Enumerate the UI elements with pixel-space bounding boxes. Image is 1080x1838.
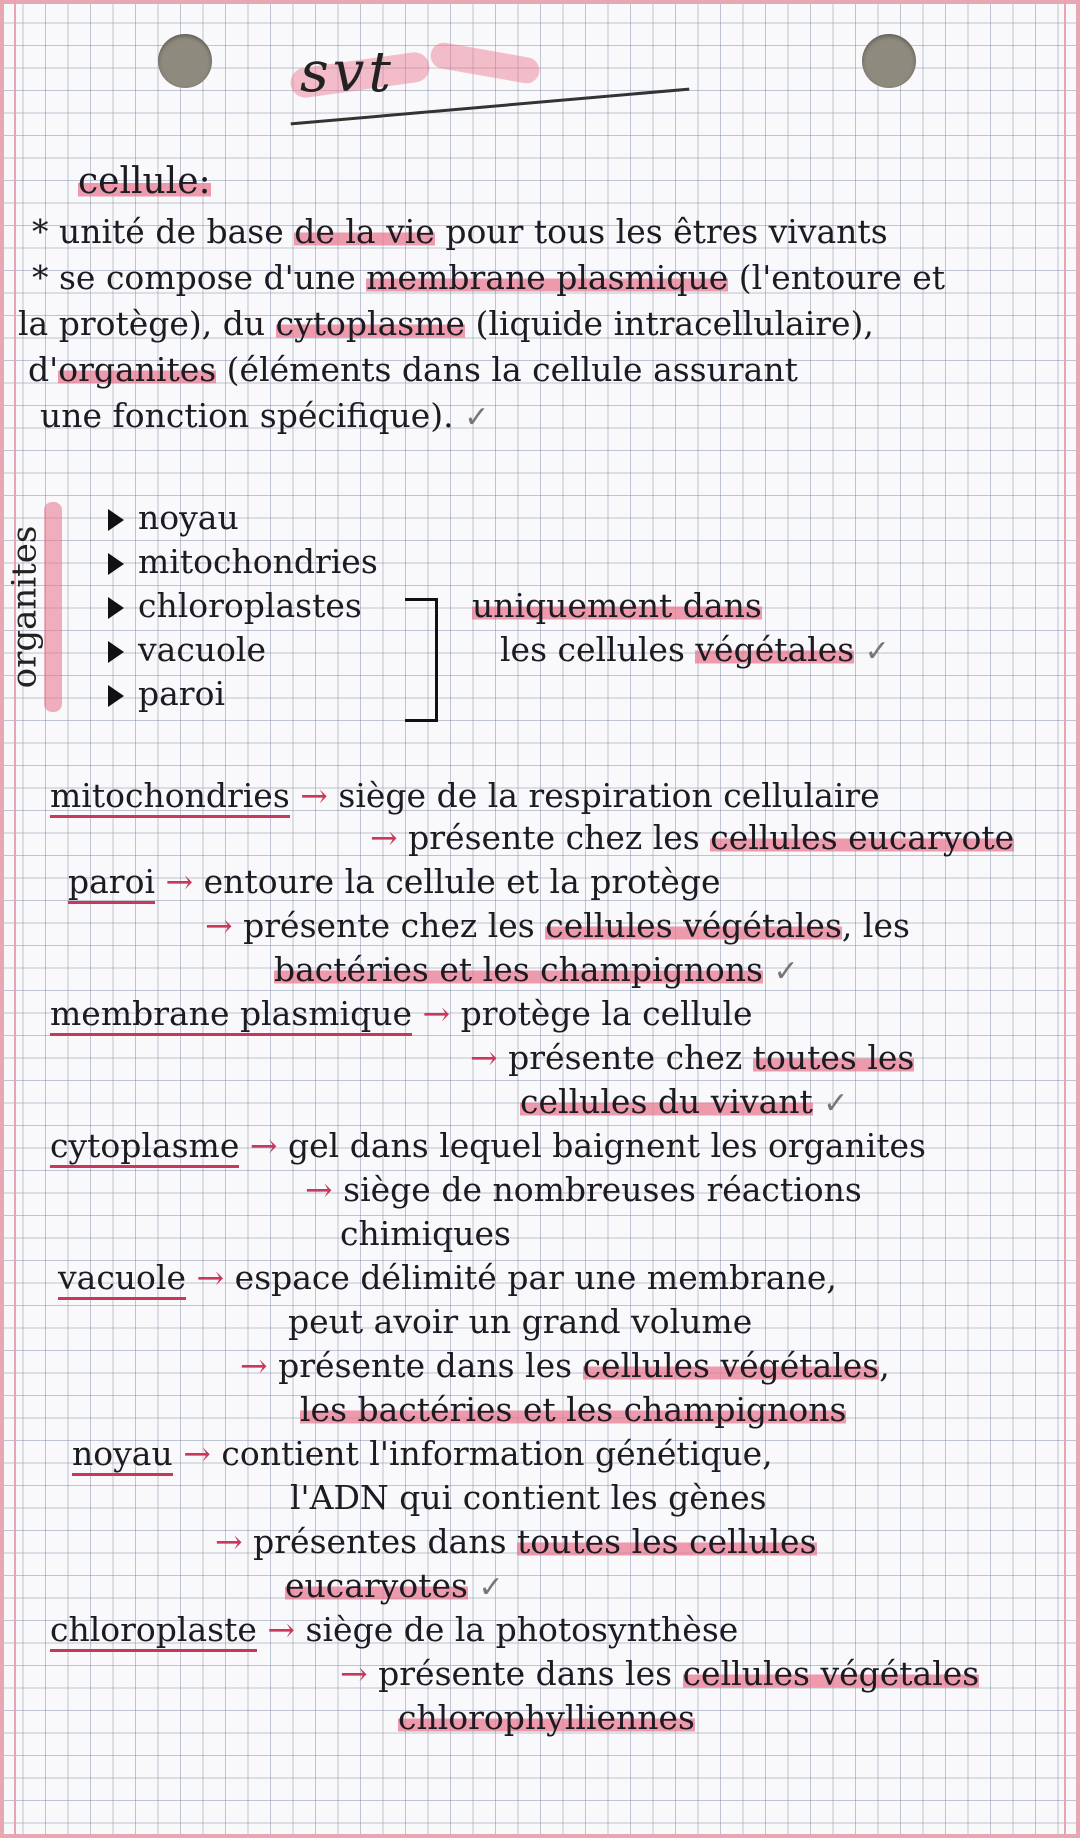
intro-line-1: * unité de base de la vie pour tous les êtres vivants xyxy=(32,212,888,251)
def-membrane-line-2: → présente chez toutes les xyxy=(470,1038,915,1077)
heading-cellule: cellule: xyxy=(78,161,211,202)
def-vacuole-line-1: vacuole → espace délimité par une membrane, xyxy=(58,1258,837,1298)
organite-item: vacuole xyxy=(108,630,266,670)
def-chloroplaste-line-1: chloroplaste → siège de la photosynthèse xyxy=(50,1610,738,1650)
organites-vertical-label: organites xyxy=(28,502,68,712)
def-paroi-line-1: paroi → entoure la cellule et la protège xyxy=(68,862,721,902)
organite-item: mitochondries xyxy=(108,542,378,582)
term-mitochondries: mitochondries xyxy=(50,776,290,818)
def-noyau-line-4: eucaryotes ✓ xyxy=(285,1566,504,1605)
def-mitochondries-line-2: → présente chez les cellules eucaryote xyxy=(370,818,1015,857)
margin-line-left xyxy=(14,0,16,1838)
organites-note-1: uniquement dans xyxy=(472,586,762,625)
def-cytoplasme-line-2: → siège de nombreuses réactions xyxy=(305,1170,862,1209)
organite-item: chloroplastes xyxy=(108,586,362,626)
def-vacuole-line-4: les bactéries et les champignons xyxy=(300,1390,847,1429)
bullet-icon xyxy=(108,685,124,707)
bullet-icon xyxy=(108,553,124,575)
intro-line-5: une fonction spécifique). ✓ xyxy=(40,396,490,435)
organite-item: paroi xyxy=(108,674,225,714)
margin-line-right xyxy=(1064,0,1066,1838)
intro-line-4: d'organites (éléments dans la cellule assurant xyxy=(28,350,798,389)
def-noyau-line-3: → présentes dans toutes les cellules xyxy=(215,1522,817,1561)
title-highlight xyxy=(429,41,542,86)
def-vacuole-line-2: peut avoir un grand volume xyxy=(288,1302,753,1341)
term-noyau: noyau xyxy=(72,1434,173,1476)
def-vacuole-line-3: → présente dans les cellules végétales, xyxy=(240,1346,890,1385)
term-cytoplasme: cytoplasme xyxy=(50,1126,239,1168)
bullet-icon xyxy=(108,509,124,531)
term-paroi: paroi xyxy=(68,862,155,904)
def-noyau-line-1: noyau → contient l'information génétique, xyxy=(72,1434,773,1474)
def-membrane-line-3: cellules du vivant ✓ xyxy=(520,1082,849,1121)
bullet-icon xyxy=(108,597,124,619)
def-paroi-line-2: → présente chez les cellules végétales, les xyxy=(205,906,910,945)
def-cytoplasme-line-3: chimiques xyxy=(340,1214,511,1253)
intro-line-2: * se compose d'une membrane plasmique (l'entoure et xyxy=(32,258,946,297)
term-vacuole: vacuole xyxy=(58,1258,186,1300)
def-chloroplaste-line-3: chlorophylliennes xyxy=(398,1698,695,1737)
def-membrane-line-1: membrane plasmique → protège la cellule xyxy=(50,994,753,1034)
def-cytoplasme-line-1: cytoplasme → gel dans lequel baignent les organites xyxy=(50,1126,926,1166)
term-chloroplaste: chloroplaste xyxy=(50,1610,257,1652)
def-mitochondries-line-1: mitochondries → siège de la respiration cellulaire xyxy=(50,776,880,816)
organites-note-2: les cellules végétales ✓ xyxy=(500,630,890,669)
organite-item: noyau xyxy=(108,498,239,538)
page-title: svt xyxy=(300,40,395,105)
organites-highlight xyxy=(44,502,62,712)
punch-hole-left xyxy=(158,34,212,88)
def-paroi-line-3: bactéries et les champignons ✓ xyxy=(274,950,799,989)
def-chloroplaste-line-2: → présente dans les cellules végétales xyxy=(340,1654,980,1693)
bullet-icon xyxy=(108,641,124,663)
intro-line-3: la protège), du cytoplasme (liquide intracellulaire), xyxy=(18,304,874,343)
bracket xyxy=(405,598,438,722)
punch-hole-right xyxy=(862,34,916,88)
term-membrane-plasmique: membrane plasmique xyxy=(50,994,412,1036)
def-noyau-line-2: l'ADN qui contient les gènes xyxy=(290,1478,767,1517)
